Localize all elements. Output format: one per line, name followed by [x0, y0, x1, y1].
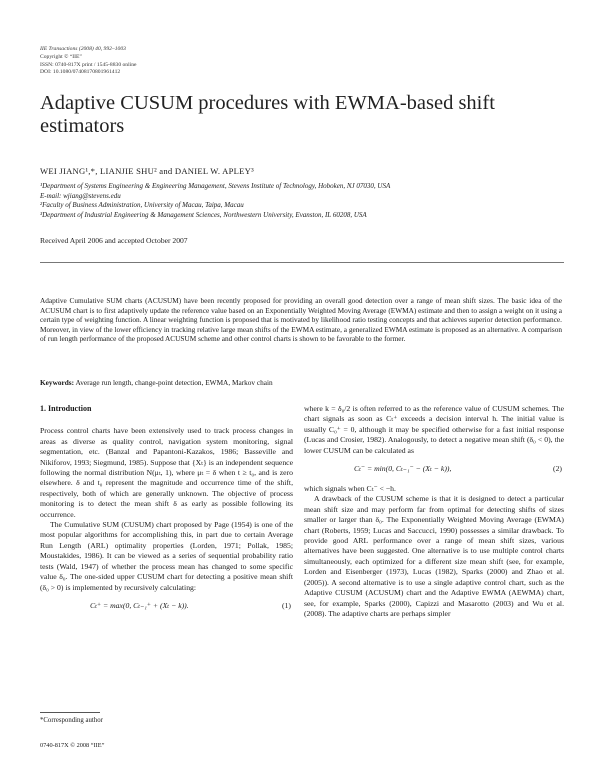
- affiliations: [40, 182, 570, 220]
- right-paragraph-2: which signals when Cₜ⁻ < −h.: [304, 484, 396, 494]
- journal-citation: IIE Transactions (2008) 40, 992–1003: [40, 46, 126, 52]
- equation-2-number: (2): [553, 464, 562, 474]
- keywords-text: Average run length, change-point detection, EWMA, Markov chain: [75, 378, 273, 387]
- right-column: [304, 404, 564, 619]
- footnote-divider: [40, 712, 100, 713]
- equation-2: [304, 459, 564, 481]
- right-paragraph-1: where k = δ₀/2 is often referred to as the reference value of CUSUM schemes. The chart signals as soon as Cₜ⁺ exceeds a decision interval h. The initial value is usually C₀⁺ = 0, although it may be specified otherwise for a fast initial response (Lucas and Crosier, 1982). Analogously, to detect a negative mean shift (δ₀ < 0), the lower CUSUM can be calculated as: [304, 404, 564, 455]
- received-date: Received April 2006 and accepted October 2007: [40, 236, 188, 245]
- section-heading: 1. Introduction: [40, 404, 92, 413]
- keywords: [40, 378, 562, 387]
- affiliation-3: ³Department of Industrial Engineering & Management Sciences, Northwestern University, Evanston, IL 60208, USA: [40, 210, 367, 219]
- right-paragraph-3: A drawback of the CUSUM scheme is that it is designed to detect a particular mean shift size and may perform far from optimal for detecting shifts of sizes smaller or larger than δ₀. The Exponentially Weighted Moving Average (EWMA) chart (Roberts, 1959; Lucas and Saccucci, 1990) possesses a similar drawback. To provide good ARL performance over a range of mean shift sizes, various alternatives have been suggested. One alternative is to use multiple control charts simultaneously, each optimized for a different size mean shift (see, for example, Lorden and Eisenberger (1973), Lucas (1982), Sparks (2000) and Zhao et al. (2005)). A second alternative is to use a single adaptive control chart, such as the Adaptive CUSUM (ACUSUM) chart and the Adaptive EWMA (AEWMA) chart, see, for example, Sparks (2000), Capizzi and Masarotto (2003) and Wu et al. (2008). The adaptive charts are perhaps simpler: [304, 494, 564, 618]
- intro-paragraph-1: Process control charts have been extensively used to track process changes in areas as diverse as quality control, navigation system monitoring, signal segmentation, etc. (Banzal and Papantoni-Kazakos, 1986; Basseville and Nikiforov, 1993; Siegmund, 1985). Suppose that {Xₜ} is an independent sequence following the normal distribution N(μₜ, 1), where μₜ = δ when t ≥ t₀, and is zero elsewhere. δ and t₀ represent the magnitude and occurrence time of the shift, respectively, both of which are generally unknown. The objective of process monitoring is to detect the mean shift δ as early as possible following its occurrence.: [40, 426, 293, 519]
- copyright-line: Copyright © “IIE”: [40, 53, 82, 60]
- author-list: WEI JIANG¹,*, LIANJIE SHU² and DANIEL W. APLEY³: [40, 166, 254, 176]
- journal-header: [40, 46, 137, 77]
- corresponding-author-note: *Corresponding author: [40, 717, 103, 724]
- issn-line: ISSN: 0740-817X print / 1545-8830 online: [40, 61, 137, 68]
- equation-1-expression: Cₜ⁺ = max(0, Cₜ₋₁⁺ + (Xₜ − k)).: [90, 600, 189, 610]
- affiliation-2: ²Faculty of Business Administration, University of Macau, Taipa, Macau: [40, 201, 244, 209]
- equation-1-number: (1): [282, 600, 291, 610]
- paper-title: Adaptive CUSUM procedures with EWMA-based shift estimators: [40, 92, 495, 137]
- header-divider: [40, 262, 564, 263]
- left-column: [40, 404, 293, 621]
- intro-paragraph-2: The Cumulative SUM (CUSUM) chart proposed by Page (1954) is one of the most popular algorithms for accomplishing this, in part due to certain Average Run Length (ARL) optimality properties (Lorden, 1971; Pollak, 1985; Moustakides, 1986). It can be viewed as a series of sequential probability ratio tests (Wald, 1947) of whether the process mean has changed to some specific value δ₀. The one-sided upper CUSUM chart for detecting a positive mean shift (δ₀ > 0) is implemented by recursively calculating:: [40, 520, 293, 592]
- page-footer: 0740-817X © 2008 “IIE”: [40, 742, 105, 749]
- equation-1: [40, 596, 293, 618]
- abstract: Adaptive Cumulative SUM charts (ACUSUM) have been recently proposed for providing an overall good detection over a range of mean shift sizes. The basic idea of the ACUSUM chart is to first adaptively update the reference value based on an Exponentially Weighted Moving Average (EWMA) estimate and then to assign a weight on it using a certain type of weighting function. A linear weighting function is proposed that is motivated by likelihood ratio testing concepts and that achieves superior detection performance. Moreover, in view of the lower efficiency in tracking relative large mean shifts of the EWMA estimate, a generalized EWMA estimate is proposed as an alternative. A comparison of run length performance of the proposed ACUSUM scheme and other control charts is shown to be favorable to the former.: [40, 296, 562, 344]
- equation-2-expression: Cₜ⁻ = min(0, Cₜ₋₁⁻ − (Xₜ − k)),: [354, 464, 452, 474]
- doi-line: DOI: 10.1080/07408170801961412: [40, 69, 121, 76]
- keywords-label: Keywords:: [40, 378, 75, 387]
- affiliation-1: ¹Department of Systems Engineering & Engineering Management, Stevens Institute of Technology, Hoboken, NJ 07030, USA: [40, 182, 391, 190]
- author-email: E-mail: wjiang@stevens.edu: [40, 191, 121, 200]
